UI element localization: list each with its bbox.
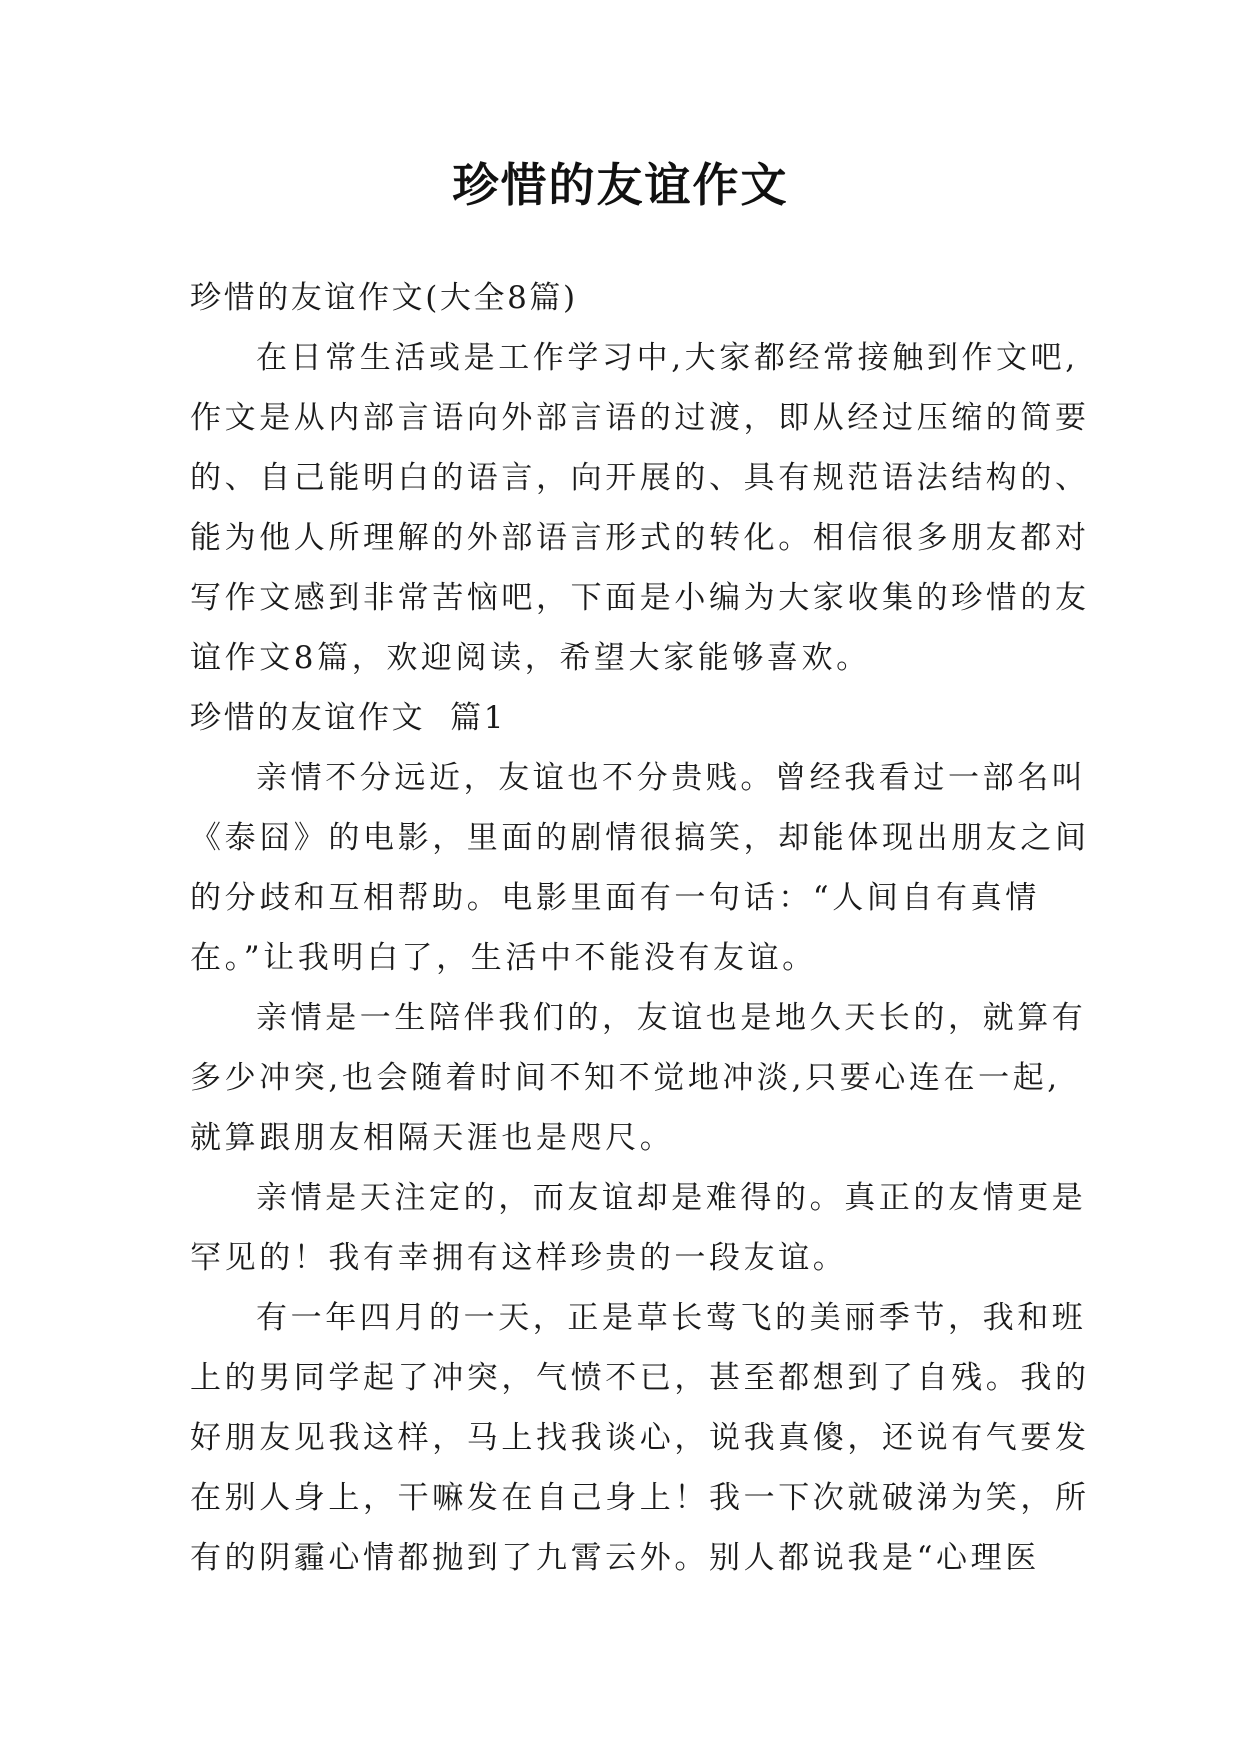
section-heading: 珍惜的友谊作文(大全8篇) [190, 280, 578, 316]
paragraph-line: 谊作文8篇，欢迎阅读，希望大家能够喜欢。 [190, 640, 871, 676]
paragraph-line: 亲情不分远近，友谊也不分贵贱。曾经我看过一部名叫 [256, 760, 1087, 796]
paragraph-line: 在别人身上，干嘛发在自己身上！我一下次就破涕为笑，所 [190, 1480, 1090, 1516]
paragraph-line: 上的男同学起了冲突，气愤不已，甚至都想到了自残。我的 [190, 1360, 1090, 1396]
paragraph-line: 作文是从内部言语向外部言语的过渡，即从经过压缩的简要 [190, 400, 1090, 436]
paragraph-line: 罕见的！我有幸拥有这样珍贵的一段友谊。 [190, 1240, 848, 1276]
paragraph-line: 在。”让我明白了，生活中不能没有友谊。 [190, 940, 817, 976]
paragraph-line: 有一年四月的一天，正是草长莺飞的美丽季节，我和班 [256, 1300, 1087, 1336]
paragraph-line: 就算跟朋友相隔天涯也是咫尺。 [190, 1120, 675, 1156]
paragraph-line: 多少冲突,也会随着时间不知不觉地冲淡,只要心连在一起, [190, 1060, 1061, 1096]
document-body [190, 268, 1090, 1588]
paragraph-line: 有的阴霾心情都抛到了九霄云外。别人都说我是“心理医 [190, 1540, 1040, 1576]
paragraph-line: 好朋友见我这样，马上找我谈心，说我真傻，还说有气要发 [190, 1420, 1090, 1456]
paragraph-line: 《泰囧》的电影，里面的剧情很搞笑，却能体现出朋友之间 [190, 820, 1090, 856]
paragraph-line: 亲情是一生陪伴我们的，友谊也是地久天长的，就算有 [256, 1000, 1087, 1036]
paragraph-line: 亲情是天注定的，而友谊却是难得的。真正的友情更是 [256, 1180, 1087, 1216]
paragraph-line: 写作文感到非常苦恼吧，下面是小编为大家收集的珍惜的友 [190, 580, 1090, 616]
section-heading: 珍惜的友谊作文 篇1 [190, 700, 507, 736]
document-title: 珍惜的友谊作文 [452, 158, 789, 212]
paragraph-line: 的分歧和互相帮助。电影里面有一句话：“人间自有真情 [190, 880, 1040, 916]
paragraph-line: 能为他人所理解的外部语言形式的转化。相信很多朋友都对 [190, 520, 1090, 556]
paragraph-line: 在日常生活或是工作学习中,大家都经常接触到作文吧, [256, 340, 1079, 376]
paragraph-line: 的、自己能明白的语言，向开展的、具有规范语法结构的、 [190, 460, 1090, 496]
